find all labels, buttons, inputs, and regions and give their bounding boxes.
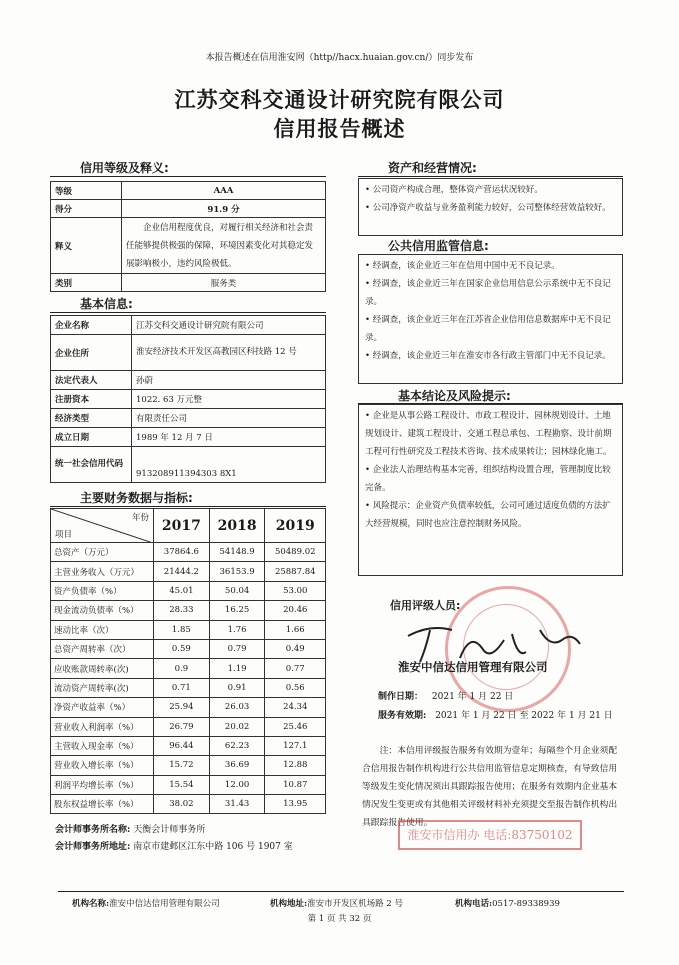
company-title: 江苏交科交通设计研究院有限公司 <box>174 88 505 112</box>
financial-value-cell: 20.02 <box>209 717 265 736</box>
footer-agency-name: 淮安中信达信用管理有限公司 <box>109 899 220 909</box>
category-value: 服务类 <box>122 274 326 292</box>
legal-rep-value: 孙蔚 <box>132 371 326 390</box>
table-corner-cell <box>51 509 154 543</box>
financial-value-cell: 1.85 <box>154 620 210 639</box>
financial-value-cell: 1.19 <box>209 659 265 678</box>
financial-table <box>50 508 326 814</box>
table-row <box>51 182 326 200</box>
date-line <box>378 689 513 702</box>
financial-value-cell: 1.66 <box>265 620 326 639</box>
rating-value: AAA <box>122 182 326 200</box>
financial-item-label: 资产负债率（%） <box>51 581 154 600</box>
financial-value-cell: 15.72 <box>154 756 210 775</box>
table-row <box>51 274 326 292</box>
validity-value: 2021 年 1 月 22 日 至 2022 年 1 月 21 日 <box>435 711 613 721</box>
financial-value-cell: 38.02 <box>154 795 210 814</box>
accounting-firm-label: 会计师事务所名称: <box>55 825 131 835</box>
divider <box>50 312 326 313</box>
financial-value-cell: 96.44 <box>154 736 210 755</box>
assets-item: • 公司净资产收益与业务盈利能力较好，公司整体经营效益较好。 <box>365 203 611 213</box>
table-row <box>51 371 326 390</box>
financial-value-cell: 45.01 <box>154 581 210 600</box>
footer-phone <box>455 897 560 909</box>
supervision-section-title: 公共信用监管信息: <box>388 239 489 253</box>
financial-value-cell: 25.46 <box>265 717 326 736</box>
financial-value-cell: 1.76 <box>209 620 265 639</box>
financial-value-cell: 0.56 <box>265 678 326 697</box>
supervision-item: • 经调查，该企业近三年在淮安市各行政主管部门中无不良记录。 <box>365 351 611 361</box>
table-row <box>51 717 326 736</box>
financial-value-cell: 12.00 <box>209 775 265 794</box>
validity-line <box>378 708 613 721</box>
accounting-firm-name: 天衡会计师事务所 <box>133 825 206 835</box>
conclusion-box <box>358 404 623 576</box>
table-row <box>51 639 326 658</box>
financial-item-label: 营业收入增长率（%） <box>51 756 154 775</box>
financial-body <box>51 543 326 814</box>
table-row <box>51 795 326 814</box>
financial-value-cell: 25.94 <box>154 698 210 717</box>
financial-value-cell: 0.91 <box>209 678 265 697</box>
divider <box>50 176 326 177</box>
address-value: 淮安经济技术开发区高教园区科技路 12 号 <box>132 335 326 371</box>
financial-section-title: 主要财务数据与指标: <box>80 491 193 505</box>
footer-agency <box>72 897 220 909</box>
rating-label: 等级 <box>51 182 122 200</box>
financial-value-cell: 21444.2 <box>154 562 210 581</box>
table-row <box>51 659 326 678</box>
economic-type-label: 经济类型 <box>51 409 132 428</box>
assets-item: • 公司资产构成合理，整体资产营运状况较好。 <box>365 185 543 195</box>
footer-agency-label: 机构名称: <box>72 899 110 909</box>
corner-item-label: 项目 <box>55 530 73 540</box>
legal-rep-label: 法定代表人 <box>51 371 132 390</box>
financial-item-label: 利润平均增长率（%） <box>51 775 154 794</box>
financial-value-cell: 16.25 <box>209 601 265 620</box>
footer-phone-value: 0517-89338939 <box>492 899 560 909</box>
corner-year-label: 年份 <box>131 513 149 523</box>
table-row <box>51 543 326 562</box>
capital-value: 1022. 63 万元整 <box>132 390 326 409</box>
table-row <box>51 620 326 639</box>
financial-value-cell: 15.54 <box>154 775 210 794</box>
table-row <box>51 316 326 335</box>
validity-label: 服务有效期: <box>378 711 427 721</box>
financial-value-cell: 0.49 <box>265 639 326 658</box>
financial-value-cell: 31.43 <box>209 795 265 814</box>
financial-item-label: 流动资产周转率(次) <box>51 678 154 697</box>
footer-address <box>270 897 403 909</box>
accounting-address-value: 南京市建邺区江东中路 106 号 1907 室 <box>133 842 293 852</box>
financial-item-label: 总资产（万元） <box>51 543 154 562</box>
financial-item-label: 股东权益增长率（%） <box>51 795 154 814</box>
financial-value-cell: 0.79 <box>209 639 265 658</box>
financial-value-cell: 26.03 <box>209 698 265 717</box>
page-number: 第 1 页 共 32 页 <box>307 914 372 924</box>
financial-value-cell: 10.87 <box>265 775 326 794</box>
definition-label: 释义 <box>51 218 122 274</box>
table-row <box>51 390 326 409</box>
accounting-firm-line <box>55 822 205 835</box>
definition-value: 企业信用程度优良，对履行相关经济和社会责任能够提供极强的保障，环境因素变化对其稳定发展影响极小，违约风险极低。 <box>122 218 326 274</box>
financial-value-cell: 20.46 <box>265 601 326 620</box>
address-label: 企业住所 <box>51 335 132 371</box>
assets-section-title: 资产和经营情况: <box>388 161 477 175</box>
footer-phone-label: 机构电话: <box>455 899 493 909</box>
financial-value-cell: 53.00 <box>265 581 326 600</box>
table-row <box>51 428 326 447</box>
table-row <box>51 218 326 274</box>
financial-item-label: 营业收入利润率（%） <box>51 717 154 736</box>
founded-value: 1989 年 12 月 7 日 <box>132 428 326 447</box>
financial-item-label: 现金流动负债率（%） <box>51 601 154 620</box>
company-name-value: 江苏交科交通设计研究院有限公司 <box>132 316 326 335</box>
table-row <box>51 775 326 794</box>
conclusion-item: • 企业法人治理结构基本完善，组织结构设置合理，管理制度比较完备。 <box>365 465 611 493</box>
divider <box>50 506 326 507</box>
signing-company: 淮安中信达信用管理有限公司 <box>398 660 548 674</box>
validity-note: 注：本信用评级报告服务有效期为壹年；每隔叁个月企业须配合信用报告制作机构进行公共信用监管信息定期核查，有导致信用等级发生变化情况须出具跟踪报告使用；在服务有效期内企业基本情况发生变更或有其他相关评级材料补充须提交至报告制作机构出具跟踪报告使用。 <box>362 746 618 828</box>
divider <box>358 176 623 177</box>
supervision-item: • 经调查，该企业近三年在国家企业信用信息公示系统中无不良记录。 <box>365 279 611 307</box>
table-row <box>51 756 326 775</box>
financial-item-label: 净资产收益率（%） <box>51 698 154 717</box>
founded-label: 成立日期 <box>51 428 132 447</box>
financial-value-cell: 12.88 <box>265 756 326 775</box>
evaluator-label: 信用评级人员: <box>390 599 461 612</box>
table-row <box>51 736 326 755</box>
financial-value-cell: 50.04 <box>209 581 265 600</box>
credit-code-label: 统一社会信用代码 <box>51 447 132 483</box>
rating-section-title: 信用等级及释义: <box>80 161 169 175</box>
financial-item-label: 主营业务收入（万元） <box>51 562 154 581</box>
accounting-address-label: 会计师事务所地址: <box>55 842 131 852</box>
financial-value-cell: 0.59 <box>154 639 210 658</box>
conclusion-item: • 企业是从事公路工程设计、市政工程设计、园林规划设计、土地规划设计、建筑工程设计、交通工程总承包、工程勘察、设计前期工程可行性研究及工程技术咨询、技术成果转让；园林绿化施工。 <box>365 411 612 457</box>
financial-value-cell: 36.69 <box>209 756 265 775</box>
financial-value-cell: 36153.9 <box>209 562 265 581</box>
financial-item-label: 总资产周转率（次） <box>51 639 154 658</box>
supervision-box <box>358 254 623 384</box>
table-row <box>51 200 326 218</box>
table-row <box>51 581 326 600</box>
financial-value-cell: 37864.6 <box>154 543 210 562</box>
financial-item-label: 主营收入现金率（%） <box>51 736 154 755</box>
table-row <box>51 562 326 581</box>
economic-type-value: 有限责任公司 <box>132 409 326 428</box>
table-row <box>51 409 326 428</box>
table-row <box>51 678 326 697</box>
credit-code-value: 913208911394303 8X1 <box>132 447 326 483</box>
accounting-address-line <box>55 839 293 852</box>
year-header: 2019 <box>265 509 326 543</box>
financial-value-cell: 127.1 <box>265 736 326 755</box>
table-row <box>51 698 326 717</box>
financial-value-cell: 28.33 <box>154 601 210 620</box>
date-value: 2021 年 1 月 22 日 <box>431 692 514 702</box>
report-title: 信用报告概述 <box>273 117 406 141</box>
score-label: 得分 <box>51 200 122 218</box>
financial-value-cell: 24.34 <box>265 698 326 717</box>
table-row <box>51 601 326 620</box>
credit-office-stamp: 淮安市信用办 电话:83750102 <box>398 820 582 850</box>
assets-box <box>358 178 623 236</box>
year-header: 2017 <box>154 509 210 543</box>
financial-value-cell: 25887.84 <box>265 562 326 581</box>
year-header: 2018 <box>209 509 265 543</box>
footer-address-value: 淮安市开发区机场路 2 号 <box>307 899 403 909</box>
table-row <box>51 447 326 483</box>
financial-value-cell: 0.71 <box>154 678 210 697</box>
financial-value-cell: 0.9 <box>154 659 210 678</box>
financial-value-cell: 26.79 <box>154 717 210 736</box>
date-label: 制作日期： <box>378 692 424 702</box>
basic-section-title: 基本信息: <box>80 297 133 311</box>
financial-value-cell: 62.23 <box>209 736 265 755</box>
category-label: 类别 <box>51 274 122 292</box>
score-value: 91.9 分 <box>122 200 326 218</box>
basic-info-table <box>50 315 326 483</box>
financial-value-cell: 54148.9 <box>209 543 265 562</box>
supervision-item: • 经调查，该企业近三年在江苏省企业信用信息数据库中无不良记录。 <box>365 315 611 343</box>
financial-value-cell: 13.95 <box>265 795 326 814</box>
financial-value-cell: 0.77 <box>265 659 326 678</box>
financial-item-label: 速动比率（次） <box>51 620 154 639</box>
table-row <box>51 335 326 371</box>
footer-divider <box>58 891 624 892</box>
footer-address-label: 机构地址: <box>270 899 308 909</box>
publication-note: 本报告概述在信用淮安网（http//hacx.huaian.gov.cn/）同步发布 <box>205 53 474 63</box>
financial-item-label: 应收账款周转率(次) <box>51 659 154 678</box>
table-header-row <box>51 509 326 543</box>
financial-value-cell: 50489.02 <box>265 543 326 562</box>
capital-label: 注册资本 <box>51 390 132 409</box>
rating-table <box>50 181 326 292</box>
company-name-label: 企业名称 <box>51 316 132 335</box>
supervision-item: • 经调查，该企业近三年在信用中国中无不良记录。 <box>365 261 560 271</box>
conclusion-section-title: 基本结论及风险提示: <box>398 389 511 403</box>
conclusion-item: • 风险提示：企业资产负债率较低，公司可通过适度负债的方法扩大经营规模，同时也应注意控制财务风险。 <box>365 501 611 529</box>
